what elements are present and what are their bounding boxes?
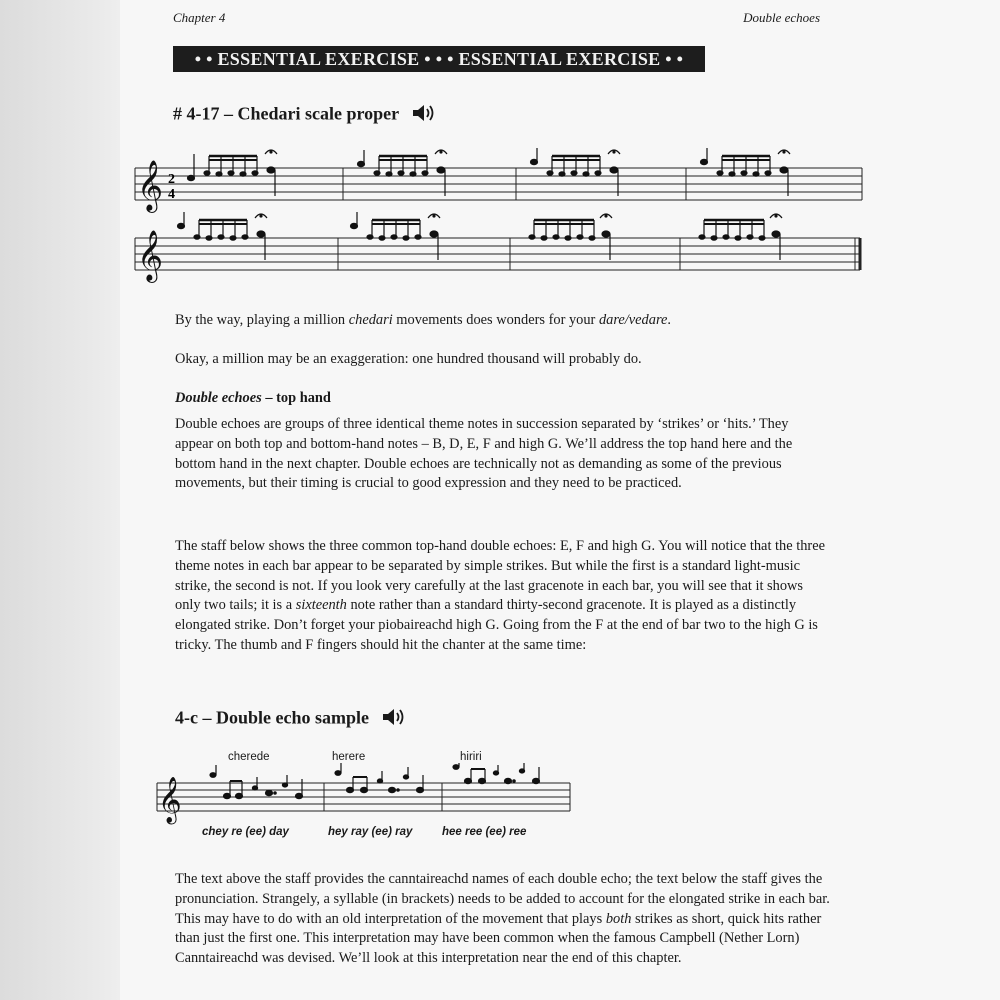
- emphasis: chedari: [348, 312, 393, 328]
- exercise-title-text: 4-c – Double echo sample: [175, 707, 369, 728]
- treble-clef-icon: 𝄞: [158, 777, 182, 823]
- exercise-title: [173, 102, 437, 129]
- canntaireachd-label: herere: [332, 751, 366, 763]
- measure-group: [178, 212, 783, 260]
- music-staff-sample: [152, 763, 574, 825]
- time-sig-bottom: 4: [168, 187, 175, 202]
- exercise-title-text: # 4-17 – Chedari scale proper: [173, 103, 399, 124]
- text: strikes as short, quick hits rather than just the first one. This interpretation may have been common when the famous Campbell (Nether Lorn) Canntaireachd was devised. We’ll look at this interpretation near the end of this chapter.: [175, 910, 822, 967]
- subheading-text: – top hand: [261, 390, 331, 406]
- essential-exercise-banner: • • ESSENTIAL EXERCISE • • • ESSENTIAL EXERCISE • •: [173, 46, 705, 72]
- measure-3: [531, 148, 621, 196]
- measure-8: [699, 214, 782, 260]
- measure-1: [188, 150, 278, 196]
- text: The staff below shows the three common top-hand double echoes: E, F and high G. You will notice that the three theme notes in each bar appear to be separated by simple strikes. But while the first is a standard light-music strike, the second is not. If you look very carefully at the last gracenote in each bar, you will see that it shows only two tails; it is a: [175, 538, 825, 614]
- music-staff-2: [130, 210, 865, 288]
- paragraph-5: [175, 870, 830, 969]
- text: .: [667, 312, 672, 328]
- paragraph-4: [175, 537, 830, 656]
- pronunciation-label: hee ree (ee) ree: [442, 826, 527, 838]
- sample-measure-3: [453, 763, 540, 784]
- speaker-icon[interactable]: [381, 706, 407, 733]
- speaker-icon[interactable]: [411, 102, 437, 129]
- emphasis: both: [605, 910, 632, 927]
- page-gutter: [0, 0, 120, 1000]
- sample-measure-2: [335, 763, 424, 793]
- text: movements does wonders for your: [392, 312, 599, 328]
- canntaireachd-label: cherede: [228, 751, 270, 763]
- text: note rather than a standard thirty-second gracenote. It is played as a distinctly elongated strike. Don’t forget your piobaireachd high G. Going from the F at the end of bar two to the high G is tricky. The thumb and F fingers should hit the chanter at the same time:: [175, 597, 818, 653]
- text: By the way, playing a million: [175, 312, 349, 328]
- treble-clef-icon: 𝄞: [137, 230, 164, 281]
- paragraph-3: Double echoes are groups of three identical theme notes in succession separated by ‘strikes’ or ‘hits.’ They appear on both top and bottom-hand notes – B, D, E, F and high G. We’ll address the top hand here and the bottom hand in the next chapter. Double echoes are technically not as demanding as some of the previous movements, but their timing is crucial to good expression and they need to be practiced.: [175, 416, 793, 492]
- pronunciation-label: chey re (ee) day: [202, 826, 289, 838]
- music-staff-1: [130, 140, 865, 218]
- section-header: Double echoes: [743, 10, 820, 25]
- exercise-title: [175, 706, 407, 733]
- sample-notes: [210, 763, 540, 799]
- time-sig-top: 2: [168, 172, 175, 187]
- paragraph-2: Okay, a million may be an exaggeration: one hundred thousand will probably do.: [175, 351, 642, 367]
- sample-measure-1: [210, 765, 303, 799]
- measure-group: [188, 148, 791, 196]
- treble-clef-icon: 𝄞: [137, 160, 164, 211]
- measure-2: [358, 150, 448, 196]
- measure-4: [701, 148, 791, 196]
- subheading-emphasis: Double echoes: [175, 390, 262, 406]
- emphasis: dare/vedare: [598, 312, 668, 328]
- measure-7: [529, 214, 612, 260]
- section-subheading: [175, 390, 331, 407]
- paragraph-1: [175, 311, 830, 331]
- emphasis: sixteenth: [295, 597, 347, 614]
- measure-5: [178, 212, 268, 260]
- measure-6: [351, 212, 441, 260]
- text: The text above the staff provides the canntaireachd names of each double echo; the text below the staff gives the pronunciation. Strangely, a syllable (in brackets) needs to be added to account for the elongated strike in each bar. This may have to do with an old interpretation of the movement that plays: [175, 871, 830, 927]
- chapter-header: Chapter 4: [173, 10, 226, 25]
- pronunciation-label: hey ray (ee) ray: [328, 826, 413, 838]
- canntaireachd-label: hiriri: [460, 751, 482, 763]
